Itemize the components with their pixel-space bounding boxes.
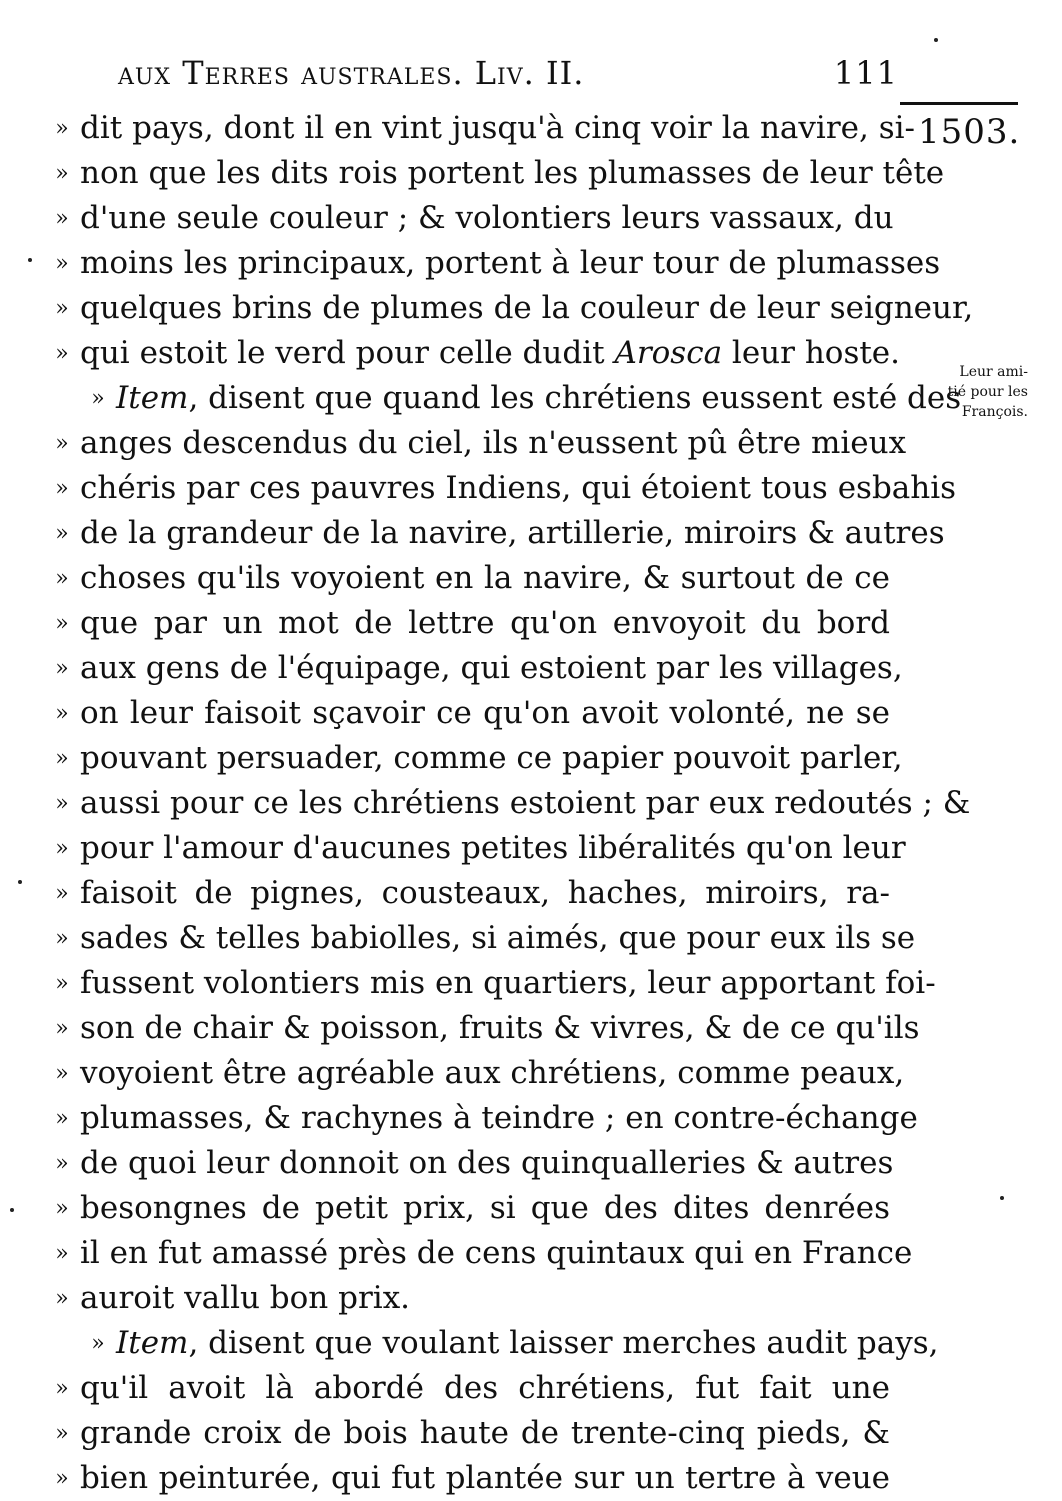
line-text: pouvant persuader, comme ce papier pouvoit parler,: [80, 740, 903, 776]
margin-note-line: Leur ami-: [959, 364, 1028, 380]
text-line: [48, 1456, 890, 1501]
quote-mark: »: [55, 746, 69, 771]
margin-rule: [900, 102, 1018, 105]
line-text: sades & telles babiolles, si aimés, que pour eux ils se: [80, 920, 916, 956]
text-line: [48, 466, 957, 511]
text-line: [48, 421, 907, 466]
text-line: [48, 1366, 890, 1411]
quote-mark: »: [55, 971, 69, 996]
quote-mark: »: [55, 1241, 69, 1266]
text-line: [48, 241, 941, 286]
line-text: il en fut amassé près de cens quintaux qui en France: [80, 1235, 913, 1271]
text-line: [48, 826, 906, 871]
quote-mark: »: [55, 206, 69, 231]
text-line: [48, 1321, 939, 1366]
quote-mark: »: [91, 386, 105, 411]
margin-year: 1503.: [918, 112, 1021, 152]
line-text: quelques brins de plumes de la couleur de leur seigneur,: [80, 290, 974, 326]
line-text: de la grandeur de la navire, artillerie, miroirs & autres: [80, 515, 945, 551]
text-line: [48, 331, 901, 376]
quote-mark: »: [55, 1466, 69, 1491]
line-text: aussi pour ce les chrétiens estoient par eux redoutés ; &: [80, 785, 971, 821]
text-line: [48, 646, 903, 691]
quote-mark: »: [55, 836, 69, 861]
text-line: [48, 691, 890, 736]
print-speck: [18, 880, 22, 884]
line-text: aux gens de l'équipage, qui estoient par les villages,: [80, 650, 903, 686]
text-line: [48, 1186, 890, 1231]
text-line: [48, 511, 945, 556]
text-line: [48, 1006, 920, 1051]
line-text: grande croix de bois haute de trente-cinq pieds, &: [80, 1415, 890, 1451]
print-speck: [28, 258, 32, 262]
quote-mark: »: [55, 1061, 69, 1086]
print-speck: [1000, 1196, 1004, 1200]
text-line: [48, 916, 916, 961]
line-text: pour l'amour d'aucunes petites libéralités qu'on leur: [80, 830, 906, 866]
quote-mark: »: [55, 1286, 69, 1311]
text-line: [48, 556, 890, 601]
quote-mark: »: [55, 566, 69, 591]
text-line: [48, 1051, 905, 1096]
quote-mark: »: [55, 881, 69, 906]
quote-mark: »: [55, 296, 69, 321]
text-line: [48, 1096, 918, 1141]
line-text: choses qu'ils voyoient en la navire, & surtout de ce: [80, 560, 890, 596]
text-line: [48, 1276, 890, 1321]
running-head-title: aux Terres australes. Liv. II.: [118, 54, 585, 92]
line-text: plumasses, & rachynes à teindre ; en contre-échange: [80, 1100, 918, 1136]
print-speck: [934, 38, 938, 42]
text-line: [48, 871, 890, 916]
line-text: qu'il avoit là abordé des chrétiens, fut fait une: [80, 1370, 890, 1406]
quote-mark: »: [55, 476, 69, 501]
line-text: besongnes de petit prix, si que des dites denrées: [80, 1190, 890, 1226]
line-text: Item, disent que quand les chrétiens eussent esté des: [116, 380, 962, 416]
line-text: moins les principaux, portent à leur tour de plumasses: [80, 245, 941, 281]
text-line: [48, 736, 903, 781]
quote-mark: »: [55, 1421, 69, 1446]
text-line: [48, 376, 962, 421]
line-text: bien peinturée, qui fut plantée sur un tertre à veue: [80, 1460, 890, 1496]
text-line: [48, 151, 945, 196]
text-line: [48, 106, 916, 151]
margin-note-line: François.: [961, 404, 1028, 420]
line-text: fussent volontiers mis en quartiers, leur apportant foi-: [80, 965, 936, 1001]
line-text: qui estoit le verd pour celle dudit Arosca leur hoste.: [80, 335, 901, 371]
text-line: [48, 1141, 894, 1186]
quote-mark: »: [55, 1376, 69, 1401]
quote-mark: »: [55, 251, 69, 276]
line-text: d'une seule couleur ; & volontiers leurs vassaux, du: [80, 200, 894, 236]
quote-mark: »: [55, 926, 69, 951]
quote-mark: »: [55, 656, 69, 681]
line-text: faisoit de pignes, cousteaux, haches, miroirs, ra-: [80, 875, 890, 911]
line-text: Item, disent que voulant laisser merches audit pays,: [116, 1325, 939, 1361]
text-line: [48, 601, 890, 646]
quote-mark: »: [55, 116, 69, 141]
text-line: [48, 1231, 913, 1276]
quote-mark: »: [55, 791, 69, 816]
quote-mark: »: [91, 1331, 105, 1356]
quote-mark: »: [55, 1151, 69, 1176]
line-text: de quoi leur donnoit on des quinqualleries & autres: [80, 1145, 894, 1181]
text-line: [48, 196, 894, 241]
line-text: anges descendus du ciel, ils n'eussent pû être mieux: [80, 425, 907, 461]
line-text: dit pays, dont il en vint jusqu'à cinq voir la navire, si-: [80, 110, 916, 146]
print-speck: [10, 1208, 14, 1212]
quote-mark: »: [55, 701, 69, 726]
line-text: on leur faisoit sçavoir ce qu'on avoit volonté, ne se: [80, 695, 890, 731]
text-line: [48, 961, 936, 1006]
line-text: son de chair & poisson, fruits & vivres, & de ce qu'ils: [80, 1010, 920, 1046]
text-line: [48, 1411, 890, 1456]
quote-mark: »: [55, 611, 69, 636]
text-line: [48, 781, 971, 826]
page-number: 111: [833, 54, 898, 92]
quote-mark: »: [55, 161, 69, 186]
running-head: [118, 48, 898, 98]
line-text: voyoient être agréable aux chrétiens, comme peaux,: [80, 1055, 905, 1091]
line-text: chéris par ces pauvres Indiens, qui étoient tous esbahis: [80, 470, 957, 506]
quote-mark: »: [55, 431, 69, 456]
line-text: que par un mot de lettre qu'on envoyoit du bord: [80, 605, 890, 641]
quote-mark: »: [55, 1196, 69, 1221]
margin-note-line: tié pour les: [947, 384, 1028, 400]
line-text: auroit vallu bon prix.: [80, 1280, 411, 1316]
line-text: non que les dits rois portent les plumasses de leur tête: [80, 155, 945, 191]
quote-mark: »: [55, 1106, 69, 1131]
quote-mark: »: [55, 341, 69, 366]
quote-mark: »: [55, 521, 69, 546]
text-line: [48, 286, 974, 331]
quote-mark: »: [55, 1016, 69, 1041]
